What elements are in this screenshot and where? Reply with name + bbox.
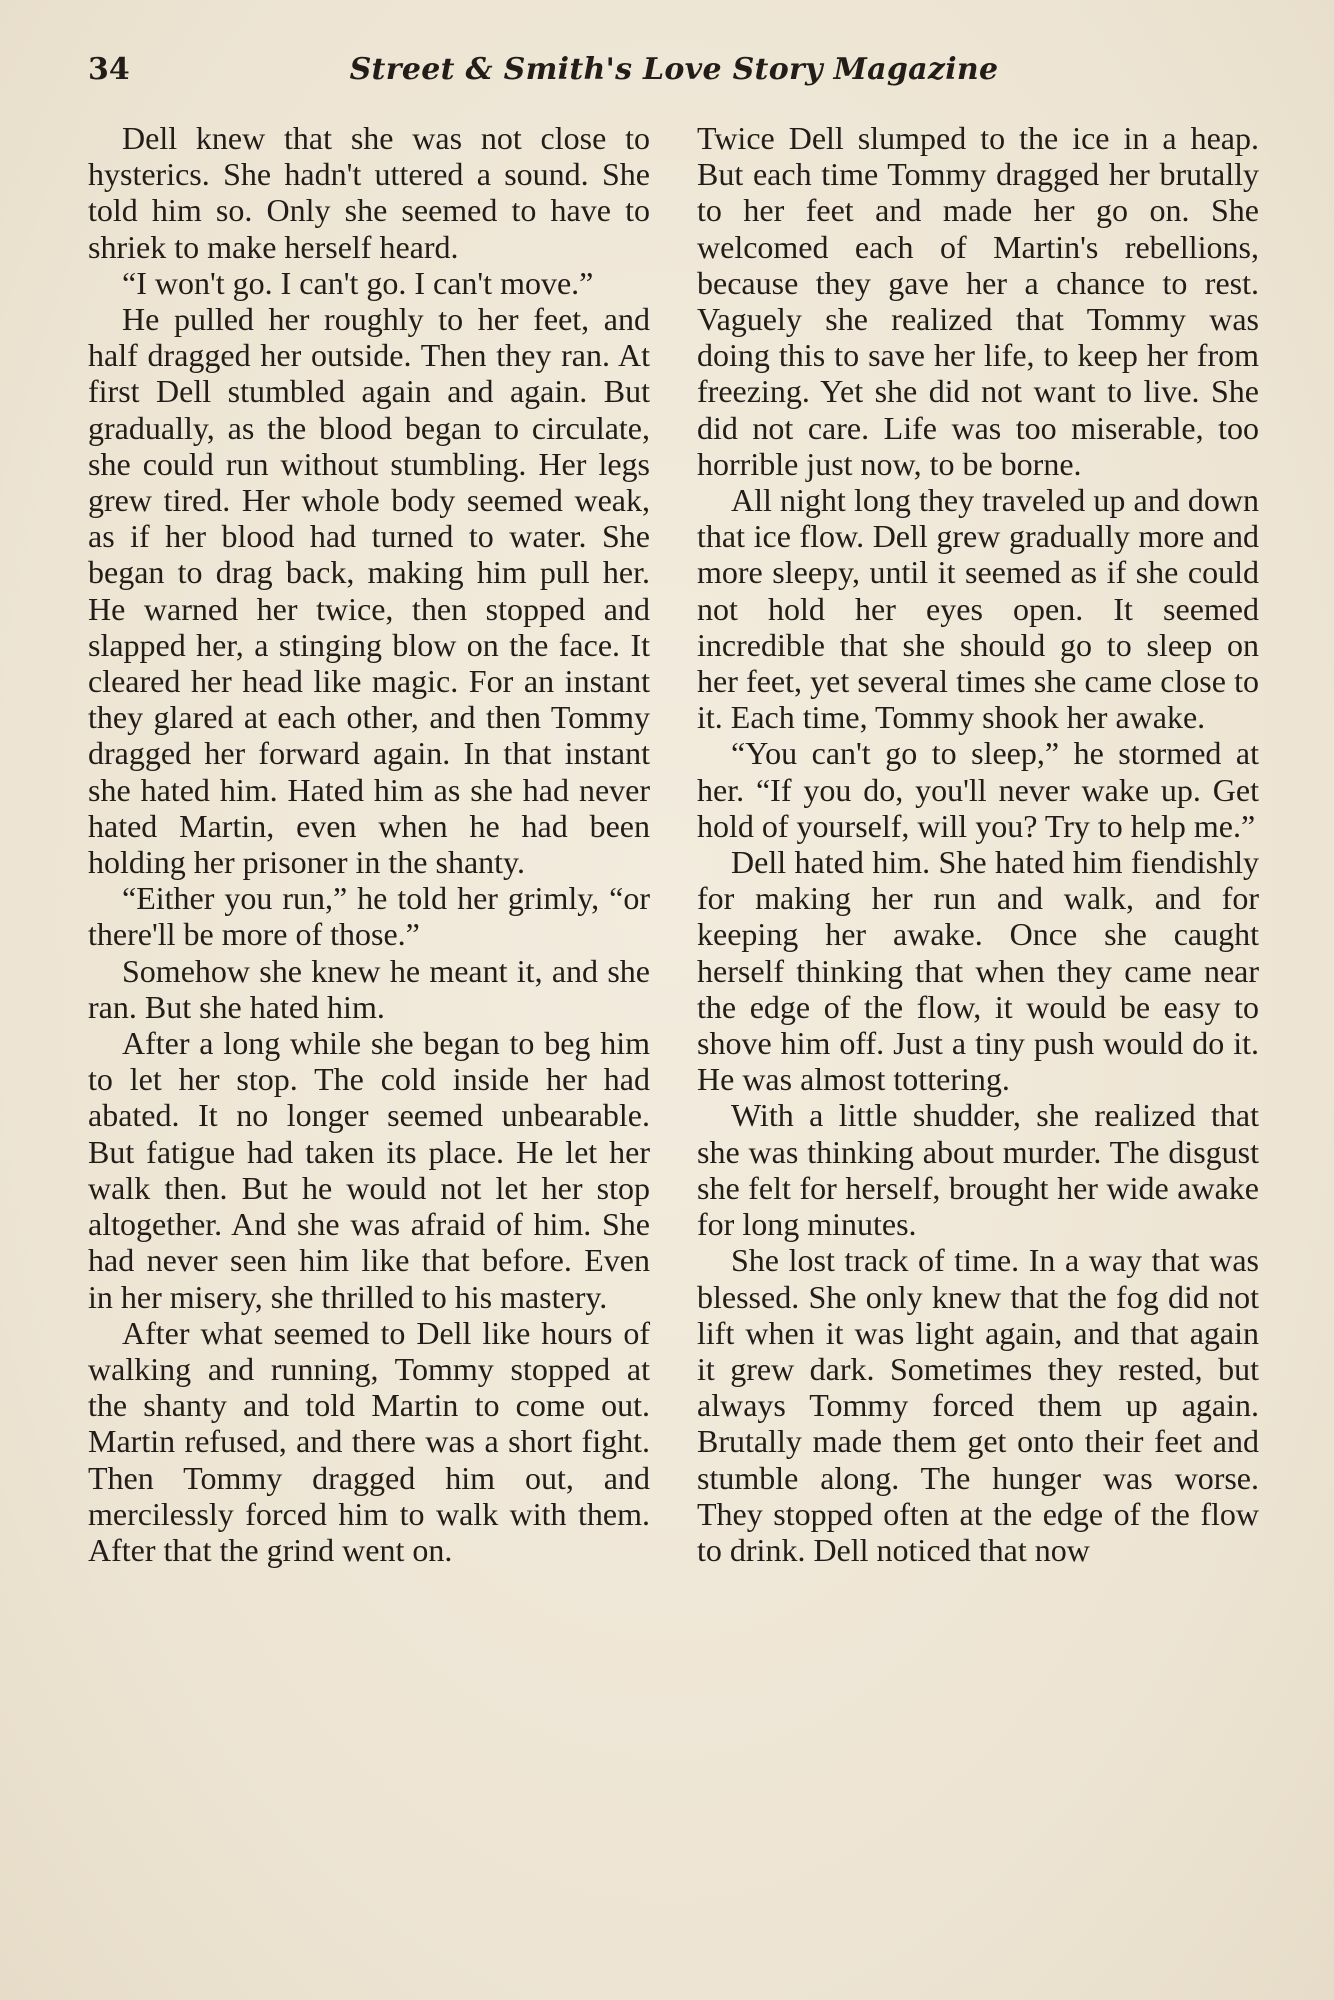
page-header	[88, 52, 1260, 92]
paragraph: Twice Dell slumped to the ice in a heap. But each time Tommy dragged her brutally to her feet and made her go on. She welcomed each of Martin's rebellions, because they gave her a chance to rest. Vaguely she realized that Tommy was doing this to save her life, to keep her from freezing. Yet she did not want to live. She did not care. Life was too miserable, too horrible just now, to be borne.	[697, 120, 1259, 482]
right-column	[697, 120, 1259, 1568]
paragraph: Somehow she knew he meant it, and she ran. But she hated him.	[88, 952, 650, 1025]
paragraph: “I won't go. I can't go. I can't move.”	[122, 264, 594, 301]
paragraph: “Either you run,” he told her grimly, “or there'll be more of those.”	[88, 880, 650, 953]
paragraph: Dell knew that she was not close to hysterics. She hadn't uttered a sound. She told him so. Only she seemed to have to shriek to make herself heard.	[88, 120, 650, 265]
paragraph: After a long while she began to beg him to let her stop. The cold inside her had abated. It no longer seemed unbearable. But fatigue had taken its place. He let her walk then. But he would not let her stop altogether. And she was afraid of him. She had never seen him like that before. Even in her misery, she thrilled to his mastery.	[88, 1025, 650, 1315]
paragraph: Dell hated him. She hated him fiendishly for making her run and walk, and for keeping her awake. Once she caught herself thinking that when they came near the edge of the flow, it would be easy to shove him off. Just a tiny push would do it. He was almost tottering.	[697, 844, 1259, 1098]
left-column	[88, 120, 650, 1568]
paragraph: After what seemed to Dell like hours of walking and running, Tommy stopped at the shanty and told Martin to come out. Martin refused, and there was a short fight. Then Tommy dragged him out, and mercilessly forced him to walk with them. After that the grind went on.	[88, 1314, 650, 1568]
paragraph: He pulled her roughly to her feet, and half dragged her outside. Then they ran. At first Dell stumbled again and again. But gradually, as the blood began to circulate, she could run without stumbling. Her legs grew tired. Her whole body seemed weak, as if her blood had turned to water. She began to drag back, making him pull her. He warned her twice, then stopped and slapped her, a stinging blow on the face. It cleared her head like magic. For an instant they glared at each other, and then Tommy dragged her forward again. In that instant she hated him. Hated him as she had never hated Martin, even when he had been holding her prisoner in the shanty.	[88, 301, 650, 881]
page-number: 34	[88, 52, 130, 87]
paragraph: With a little shudder, she realized that she was thinking about murder. The disgust she felt for herself, brought her wide awake for long minutes.	[697, 1097, 1259, 1243]
paragraph: All night long they traveled up and down that ice flow. Dell grew gradually more and more sleepy, until it seemed as if she could not hold her eyes open. It seemed incredible that she should go to sleep on her feet, yet several times she came close to it. Each time, Tommy shook her awake.	[697, 482, 1259, 736]
paragraph: “You can't go to sleep,” he stormed at her. “If you do, you'll never wake up. Get hold of yourself, will you? Try to help me.”	[697, 735, 1259, 844]
paragraph: She lost track of time. In a way that was blessed. She only knew that the fog did not lift when it was light again, and that again it grew dark. Sometimes they rested, but always Tommy forced them up again. Brutally made them get onto their feet and stumble along. The hunger was worse. They stopped often at the edge of the flow to drink. Dell noticed that now	[697, 1242, 1259, 1568]
running-head: Street & Smith's Love Story Magazine	[349, 52, 999, 87]
